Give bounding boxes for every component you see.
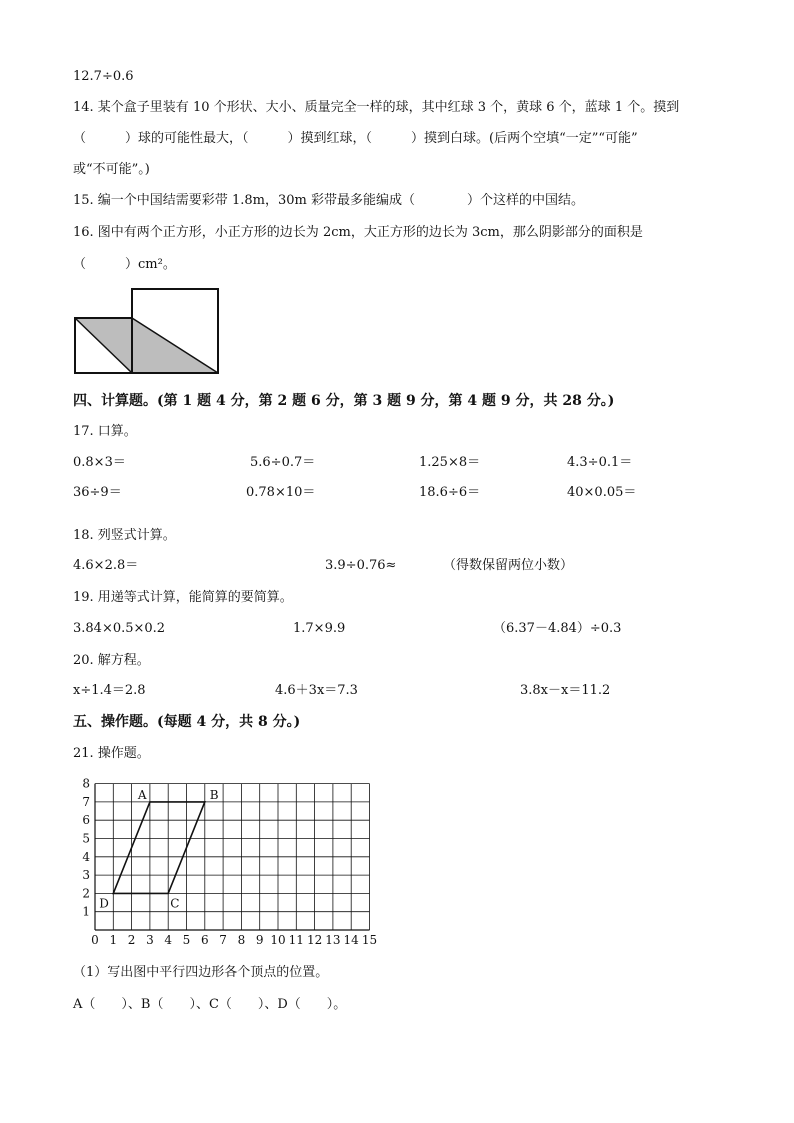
x-tick-label: 11 bbox=[288, 933, 304, 947]
x-tick-label: 5 bbox=[182, 933, 191, 947]
q19-item: （6.37－4.84）÷0.3 bbox=[493, 621, 622, 636]
q16-line2: （ ）cm²。 bbox=[73, 257, 176, 272]
x-tick-label: 3 bbox=[146, 933, 154, 947]
q18-item: 4.6×2.8＝ bbox=[73, 558, 139, 573]
y-tick-label: 6 bbox=[82, 813, 90, 828]
q18-item: 3.9÷0.76≈ bbox=[325, 558, 397, 573]
x-tick-label: 10 bbox=[270, 933, 286, 947]
section5-heading: 五、操作题。(每题 4 分，共 8 分。) bbox=[73, 714, 301, 730]
x-tick-label: 0 bbox=[91, 933, 99, 947]
q19-row bbox=[73, 620, 713, 638]
q14-line3: 或“不可能”。) bbox=[73, 162, 150, 177]
x-tick-label: 2 bbox=[127, 933, 136, 947]
q17-item: 0.78×10＝ bbox=[246, 485, 316, 500]
parallelogram-abcd bbox=[113, 802, 205, 894]
x-tick-label: 6 bbox=[200, 933, 209, 947]
vertex-label: B bbox=[209, 787, 219, 802]
q21-title: 21. 操作题。 bbox=[73, 746, 150, 761]
q18-title: 18. 列竖式计算。 bbox=[73, 528, 176, 543]
x-tick-label: 7 bbox=[219, 933, 227, 947]
x-tick-label: 13 bbox=[325, 933, 341, 947]
q17-row2 bbox=[73, 484, 713, 502]
q18-note: （得数保留两位小数） bbox=[443, 558, 574, 573]
x-tick-label: 14 bbox=[343, 933, 359, 947]
q18-row bbox=[73, 557, 713, 575]
y-tick-label: 7 bbox=[82, 794, 90, 809]
q20-item: x÷1.4＝2.8 bbox=[73, 683, 146, 698]
x-tick-label: 1 bbox=[109, 933, 118, 947]
q17-item: 40×0.05＝ bbox=[567, 485, 637, 500]
y-tick-label: 2 bbox=[82, 886, 90, 901]
x-tick-label: 12 bbox=[306, 933, 323, 947]
q19-item: 3.84×0.5×0.2 bbox=[73, 621, 166, 636]
q21-sub1: （1）写出图中平行四边形各个顶点的位置。 bbox=[73, 965, 329, 980]
q20-row bbox=[73, 682, 713, 700]
q14-line2: （ ）球的可能性最大，（ ）摸到红球，（ ）摸到白球。(后两个空填“一定”“可能” bbox=[73, 131, 638, 146]
coordinate-grid bbox=[70, 772, 400, 952]
y-tick-label: 5 bbox=[82, 831, 90, 846]
x-tick-label: 9 bbox=[255, 933, 264, 947]
y-tick-label: 3 bbox=[82, 868, 90, 883]
y-tick-label: 8 bbox=[82, 776, 90, 791]
x-tick-label: 15 bbox=[361, 933, 378, 947]
q17-title: 17. 口算。 bbox=[73, 424, 137, 439]
q15-text: 15. 编一个中国结需要彩带 1.8m，30m 彩带最多能编成（ ）个这样的中国结。 bbox=[73, 193, 584, 208]
q17-item: 36÷9＝ bbox=[73, 485, 122, 500]
q17-row1 bbox=[73, 454, 713, 472]
q17-item: 0.8×3＝ bbox=[73, 455, 126, 470]
vertex-label: A bbox=[137, 787, 147, 802]
q17-item: 18.6÷6＝ bbox=[419, 485, 481, 500]
vertex-label: D bbox=[99, 896, 109, 911]
q14-line1: 14. 某个盒子里装有 10 个形状、大小、质量完全一样的球，其中红球 3 个，黄球 6 个，蓝球 1 个。摸到 bbox=[73, 100, 680, 115]
q17-item: 1.25×8＝ bbox=[419, 455, 481, 470]
q17-item: 4.3÷0.1＝ bbox=[567, 455, 633, 470]
vertex-label: C bbox=[170, 896, 180, 911]
y-tick-label: 4 bbox=[82, 849, 90, 864]
x-tick-label: 8 bbox=[237, 933, 246, 947]
squares-figure bbox=[70, 284, 224, 376]
y-tick-label: 1 bbox=[82, 904, 90, 919]
q20-title: 20. 解方程。 bbox=[73, 653, 150, 668]
x-tick-label: 4 bbox=[164, 933, 173, 947]
q19-title: 19. 用递等式计算，能简算的要简算。 bbox=[73, 590, 293, 605]
q16-line1: 16. 图中有两个正方形，小正方形的边长为 2cm，大正方形的边长为 3cm，那么阴影部分的面积是 bbox=[73, 225, 643, 240]
q20-item: 4.6＋3x＝7.3 bbox=[275, 683, 358, 698]
q21-answer-line: A（ ）、B（ ）、C（ ）、D（ ）。 bbox=[73, 997, 347, 1012]
q19-item: 1.7×9.9 bbox=[293, 621, 346, 636]
q17-item: 5.6÷0.7＝ bbox=[250, 455, 316, 470]
top-expression: 12.7÷0.6 bbox=[73, 69, 134, 84]
section4-heading: 四、计算题。(第 1 题 4 分，第 2 题 6 分，第 3 题 9 分，第 4 题 9 分，共 28 分。) bbox=[73, 393, 615, 409]
q20-item: 3.8x－x＝11.2 bbox=[520, 683, 611, 698]
